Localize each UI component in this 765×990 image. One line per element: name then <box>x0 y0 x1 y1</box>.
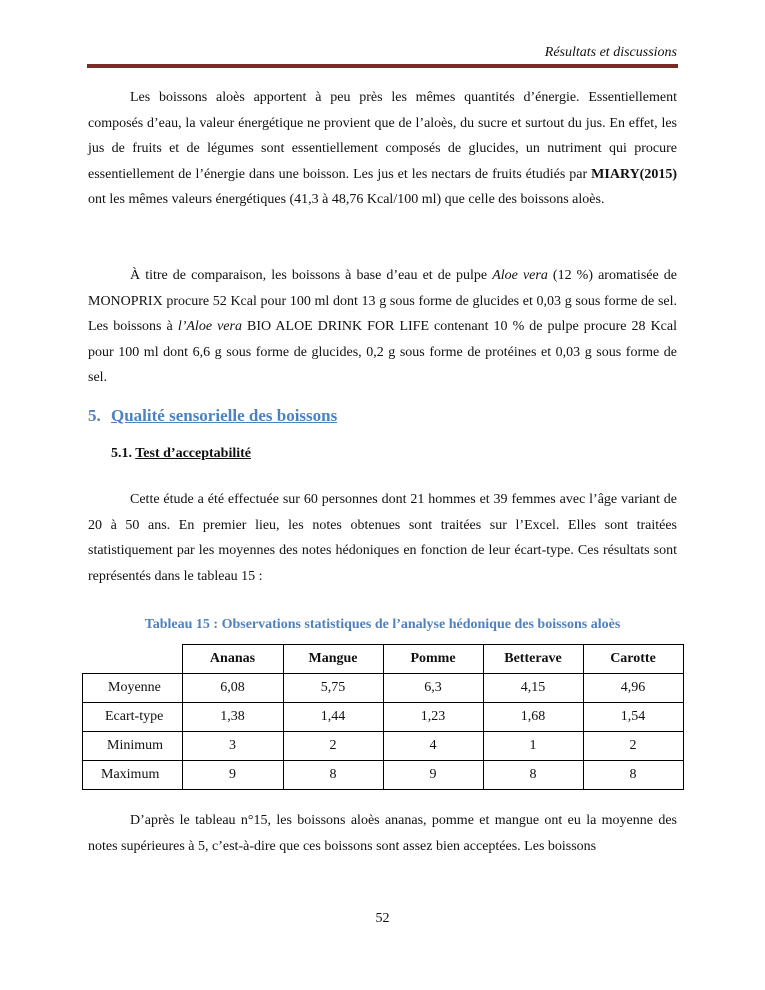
section-heading <box>88 406 337 426</box>
stats-table <box>82 644 684 790</box>
table-row <box>83 761 684 790</box>
table-cell: 1,38 <box>182 703 283 732</box>
column-header-mangue: Mangue <box>283 645 383 674</box>
running-head: Résultats et discussions <box>544 45 677 60</box>
row-label-ecart-type: Ecart-type <box>83 703 183 732</box>
paragraph-comparison <box>88 263 677 391</box>
citation-miary: MIARY(2015) <box>591 166 677 182</box>
table-header-row <box>83 645 684 674</box>
paragraph-results-text: D’après le tableau n°15, les boissons aloès ananas, pomme et mangue ont eu la moyenne des notes supérieures à 5, c’est-à-dire que ces boissons sont assez bien acceptées. Les boissons <box>88 813 677 854</box>
subsection-number: 5.1. <box>111 446 132 461</box>
table-cell: 1,68 <box>483 703 583 732</box>
paragraph-results <box>88 808 677 859</box>
paragraph-comparison-text-1: À titre de comparaison, les boissons à base d’eau et de pulpe <box>130 268 493 283</box>
subsection-title: Test d’acceptabilité <box>135 446 251 461</box>
table-row <box>83 674 684 703</box>
paragraph-comparison-text-3: BIO ALOE DRINK FOR LIFE contenant 10 % de pulpe procure 28 Kcal pour 100 ml dont 6,6 g sous forme de glucides, 0,2 g sous forme de protéines et 0,03 g sous forme de sel. <box>88 319 677 385</box>
table-cell: 1,54 <box>583 703 683 732</box>
section-title: Qualité sensorielle des boissons <box>111 406 338 425</box>
table-cell: 2 <box>283 732 383 761</box>
row-label-maximum: Maximum <box>83 761 183 790</box>
table-cell: 6,3 <box>383 674 483 703</box>
table-cell: 2 <box>583 732 683 761</box>
table-cell: 4 <box>383 732 483 761</box>
subsection-heading <box>111 446 251 462</box>
table-cell: 1 <box>483 732 583 761</box>
row-label-minimum: Minimum <box>83 732 183 761</box>
table-cell: 3 <box>182 732 283 761</box>
table-row <box>83 703 684 732</box>
section-number: 5. <box>88 406 101 425</box>
term-aloe-vera-2: l’Aloe vera <box>177 319 242 334</box>
paragraph-energy <box>88 85 677 213</box>
table-cell: 5,75 <box>283 674 383 703</box>
table-cell: 4,96 <box>583 674 683 703</box>
table-cell: 9 <box>383 761 483 790</box>
table-corner-cell <box>83 645 183 674</box>
table-cell: 9 <box>182 761 283 790</box>
paragraph-study <box>88 487 677 589</box>
column-header-betterave: Betterave <box>483 645 583 674</box>
paragraph-energy-text-1: Les boissons aloès apportent à peu près les mêmes quantités d’énergie. Essentiellement composés d’eau, la valeur énergétique ne provient que de l’aloès, du sucre et surtout du jus. En effet, les jus de fruits et de légumes sont essentiellement composés de glucides, un nutriment qui procure essentiellement de l’énergie dans une boisson. Les jus et les nectars de fruits étudiés par <box>88 90 677 182</box>
paragraph-comparison-text-2: (12 %) aromatisée de MONOPRIX procure 52 Kcal pour 100 ml dont 13 g sous forme de glucides et 0,03 g sous forme de sel. Les boissons à <box>88 268 677 334</box>
table-caption: Tableau 15 : Observations statistiques de l’analyse hédonique des boissons aloès <box>144 617 621 632</box>
table-cell: 8 <box>583 761 683 790</box>
header-rule <box>87 64 678 68</box>
table-cell: 6,08 <box>182 674 283 703</box>
term-aloe-vera-1: Aloe vera <box>492 268 548 283</box>
paragraph-energy-text-2: ont les mêmes valeurs énergétiques (41,3 à 48,76 Kcal/100 ml) que celle des boissons aloès. <box>88 192 605 207</box>
column-header-pomme: Pomme <box>383 645 483 674</box>
table-cell: 8 <box>483 761 583 790</box>
table-row <box>83 732 684 761</box>
page-number: 52 <box>375 911 390 926</box>
row-label-moyenne: Moyenne <box>83 674 183 703</box>
table-cell: 4,15 <box>483 674 583 703</box>
table-cell: 1,23 <box>383 703 483 732</box>
paragraph-study-text: Cette étude a été effectuée sur 60 personnes dont 21 hommes et 39 femmes avec l’âge variant de 20 à 50 ans. En premier lieu, les notes obtenues sont traitées sur l’Excel. Elles sont traitées statistiquement par les moyennes des notes hédoniques en fonction de leur écart-type. Ces résultats sont représentés dans le tableau 15 : <box>88 492 677 584</box>
table-cell: 1,44 <box>283 703 383 732</box>
column-header-carotte: Carotte <box>583 645 683 674</box>
table-cell: 8 <box>283 761 383 790</box>
column-header-ananas: Ananas <box>182 645 283 674</box>
